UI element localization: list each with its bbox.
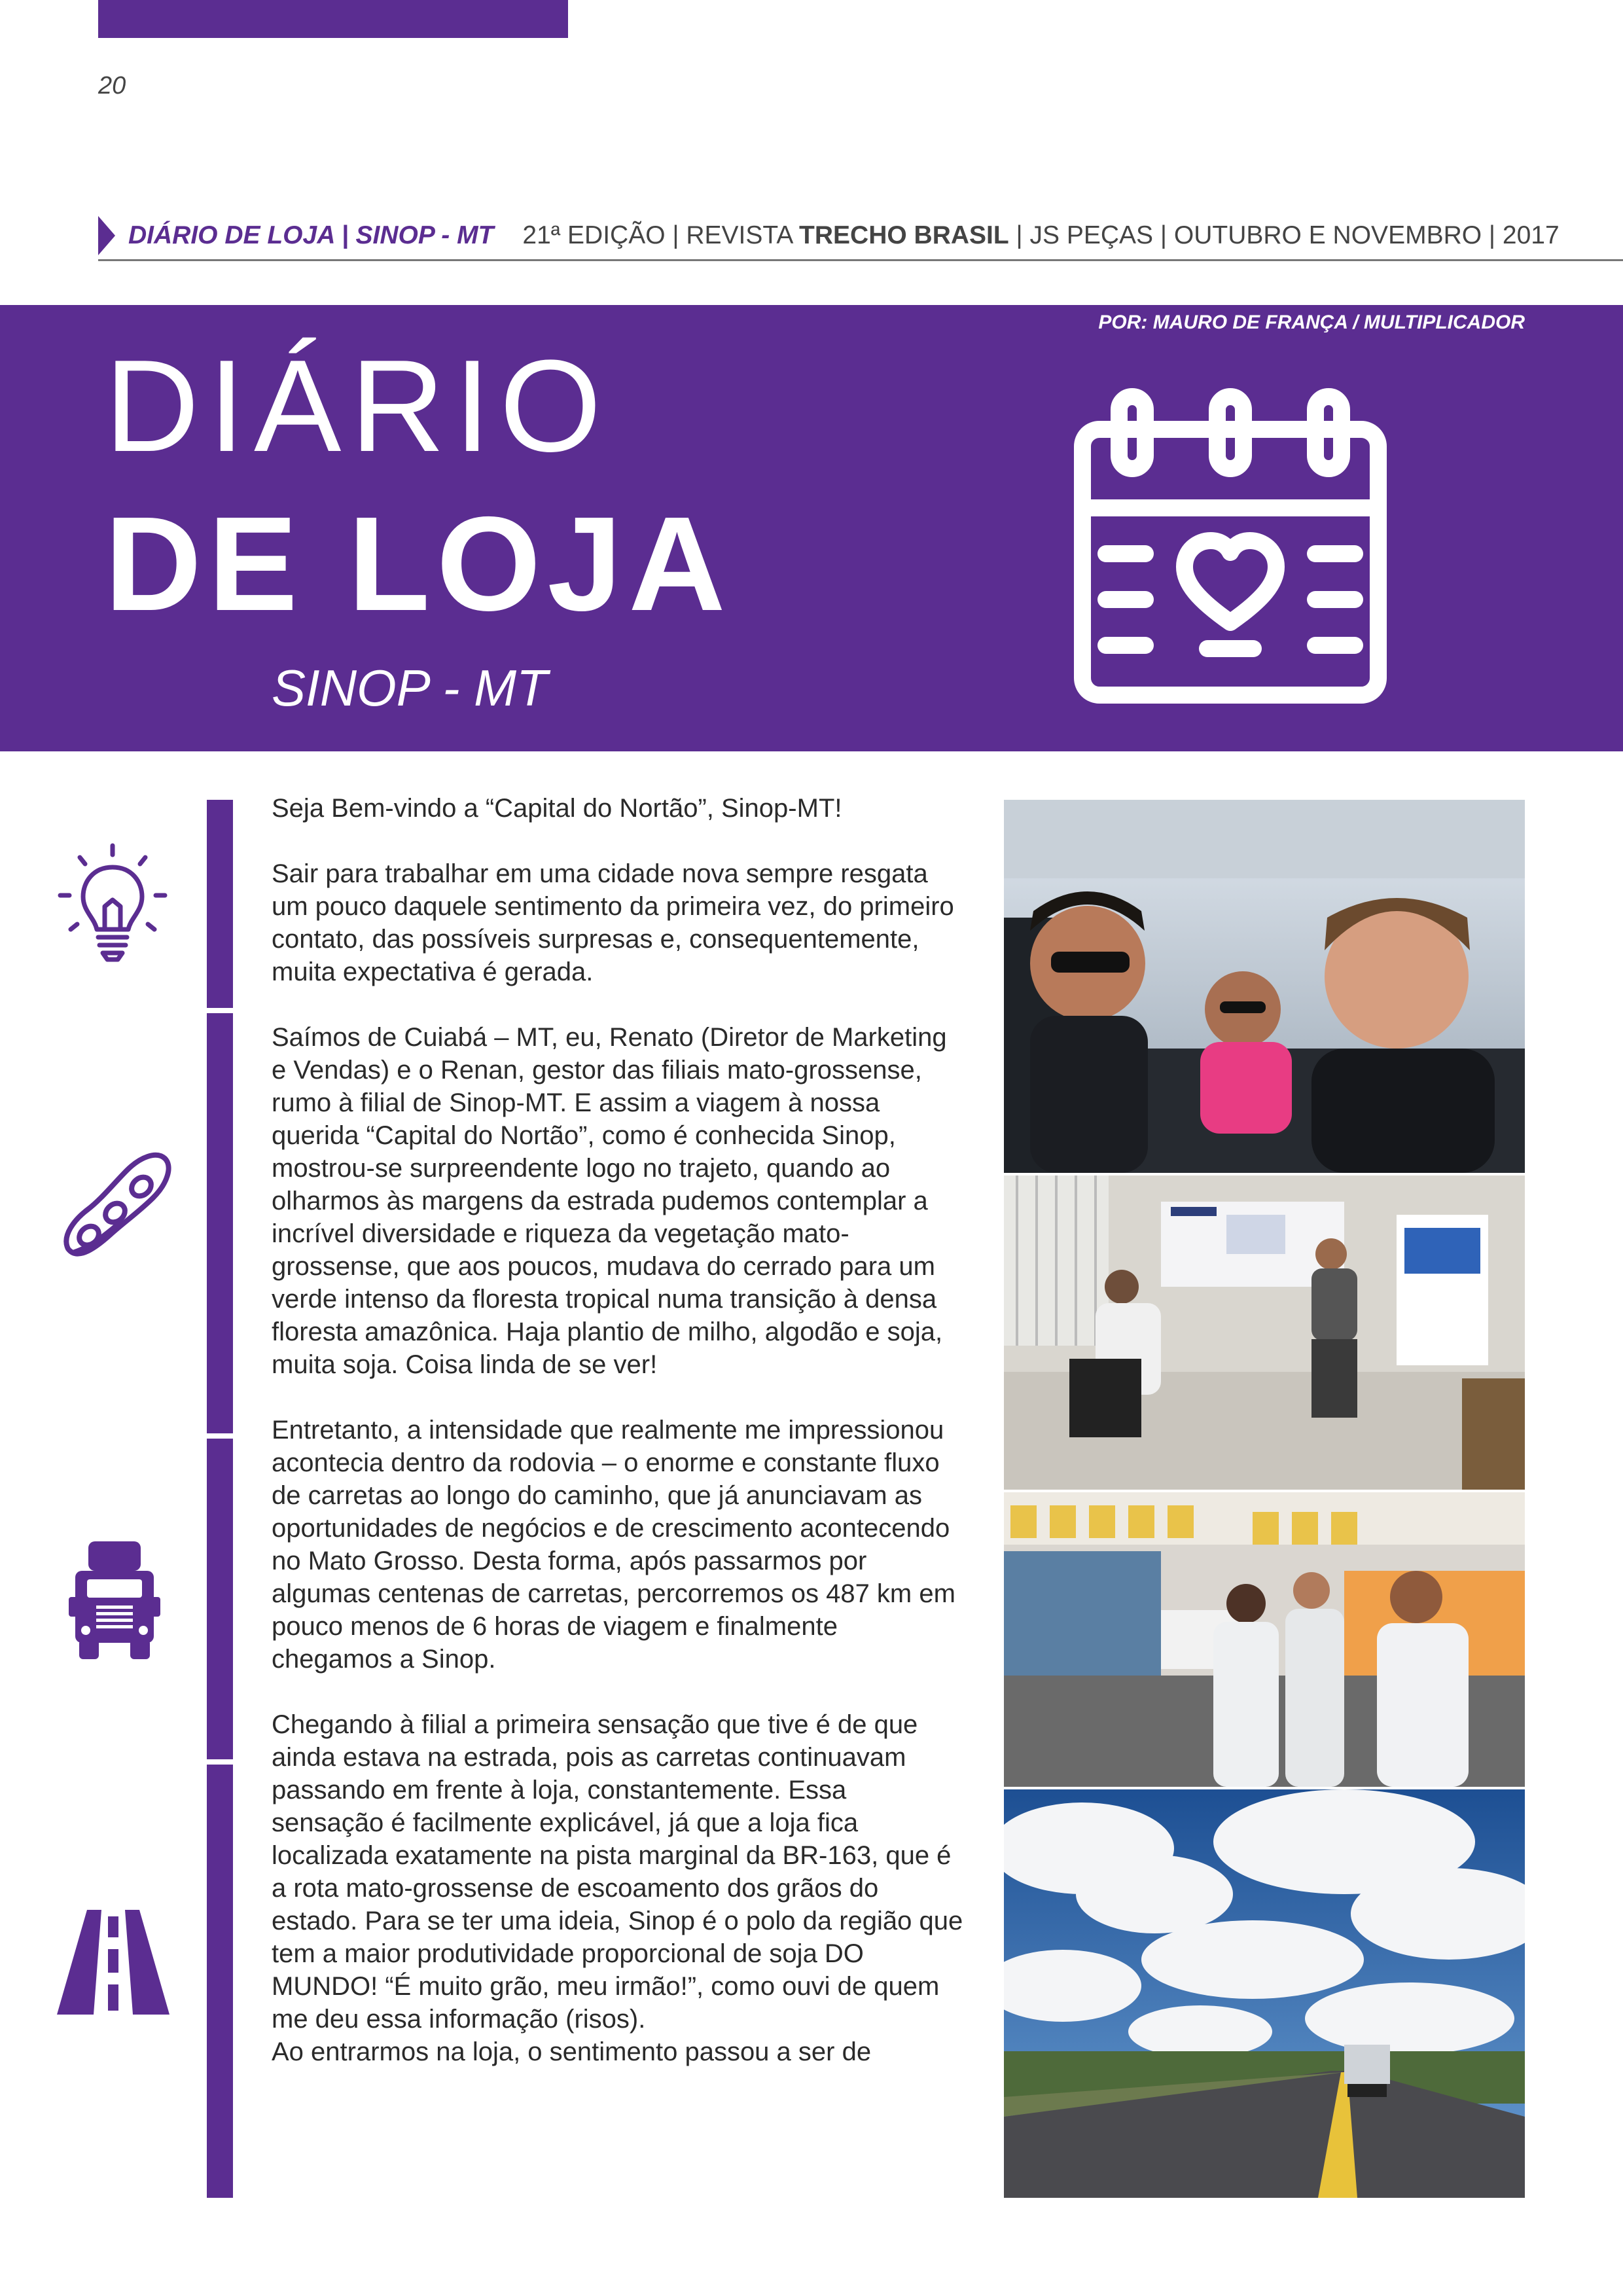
section-bar-4 xyxy=(207,1765,233,2198)
article-paragraph: Ao entrarmos na loja, o sentimento passou a ser de xyxy=(272,2037,872,2066)
page-number: 20 xyxy=(98,72,126,99)
top-accent-bar xyxy=(98,0,568,38)
header-edition-tail: | JS PEÇAS | OUTUBRO E NOVEMBRO | 2017 xyxy=(1008,221,1560,249)
store-counter-photo xyxy=(1004,1492,1525,1787)
highway-sky-photo xyxy=(1004,1789,1525,2198)
article-paragraph: Saímos de Cuiabá – MT, eu, Renato (Diretor de Marketing e Vendas) e o Renan, gestor das filiais mato-grossense, rumo à filial de Sinop-MT. E assim a viagem à nossa querida “Capital do Nortão”, como é conhecida Sinop, mostrou-se surpreendente logo no trajeto, quando ao olharmos às margens da estrada pudemos contemplar a incrível diversidade e riqueza da vegetação mato-grossense, que aos poucos, mudava do cerrado para um verde intenso da floresta tropical numa transição à densa floresta amazônica. Haja plantio de milho, algodão e soja, muita soja. Coisa linda de se ver! xyxy=(272,1023,947,1379)
article-paragraph: Sair para trabalhar em uma cidade nova sempre resgata um pouco daquele sentimento da primeira vez, do primeiro contato, das possíveis surpresas e, consequentemente, muita expectativa é gerada. xyxy=(272,859,954,986)
article-paragraph: Entretanto, a intensidade que realmente me impressionou acontecia dentro da rodovia – o enorme e constante fluxo de carretas ao longo do caminho, que já anunciavam as oportunidades de negócios e de crescimento acontecendo no Mato Grosso. Desta forma, após passarmos por algumas centenas de carretas, percorremos os 487 km em pouco menos de 6 horas de viagem e finalmente chegamos a Sinop. xyxy=(272,1416,955,1674)
lightbulb-icon xyxy=(47,838,178,969)
title-banner xyxy=(0,305,1623,751)
article-body xyxy=(272,792,965,2068)
truck-icon xyxy=(49,1535,180,1666)
title-line-2: DE LOJA xyxy=(105,489,732,639)
running-header xyxy=(98,216,1560,255)
byline: POR: MAURO DE FRANÇA / MULTIPLICADOR xyxy=(1098,312,1525,333)
header-magazine: TRECHO BRASIL xyxy=(799,221,1009,249)
title-line-1: DIÁRIO xyxy=(105,333,611,479)
calendar-heart-icon xyxy=(1060,377,1400,717)
article-paragraph: Chegando à filial a primeira sensação que tive é de que ainda estava na estrada, pois as carretas continuavam passando em frente à loja, constantemente. Essa sensação é facilmente explicável, já que a loja fica localizada exatamente na pista marginal da BR-163, que é a rota mato-grossense de escoamento dos grãos do estado. Para se ter uma ideia, Sinop é o polo da região que tem a maior produtividade proporcional de soja DO MUNDO! “É muito grão, meu irmão!”, como ouvi de quem me deu essa informação (risos). xyxy=(272,1710,963,2034)
car-selfie-photo xyxy=(1004,800,1525,1173)
soybean-pod-icon xyxy=(48,1138,179,1268)
section-bar-1 xyxy=(207,800,233,1008)
article-paragraph: Seja Bem-vindo a “Capital do Nortão”, Sinop-MT! xyxy=(272,794,842,823)
header-section: DIÁRIO DE LOJA | SINOP - MT xyxy=(128,221,494,249)
header-rule xyxy=(98,259,1623,261)
training-room-photo xyxy=(1004,1175,1525,1490)
header-edition: 21ª EDIÇÃO | REVISTA xyxy=(522,221,800,249)
subtitle: SINOP - MT xyxy=(272,659,548,717)
section-bar-2 xyxy=(207,1013,233,1433)
road-icon xyxy=(48,1897,179,2028)
header-arrow-icon xyxy=(98,216,115,255)
section-bar-3 xyxy=(207,1439,233,1759)
